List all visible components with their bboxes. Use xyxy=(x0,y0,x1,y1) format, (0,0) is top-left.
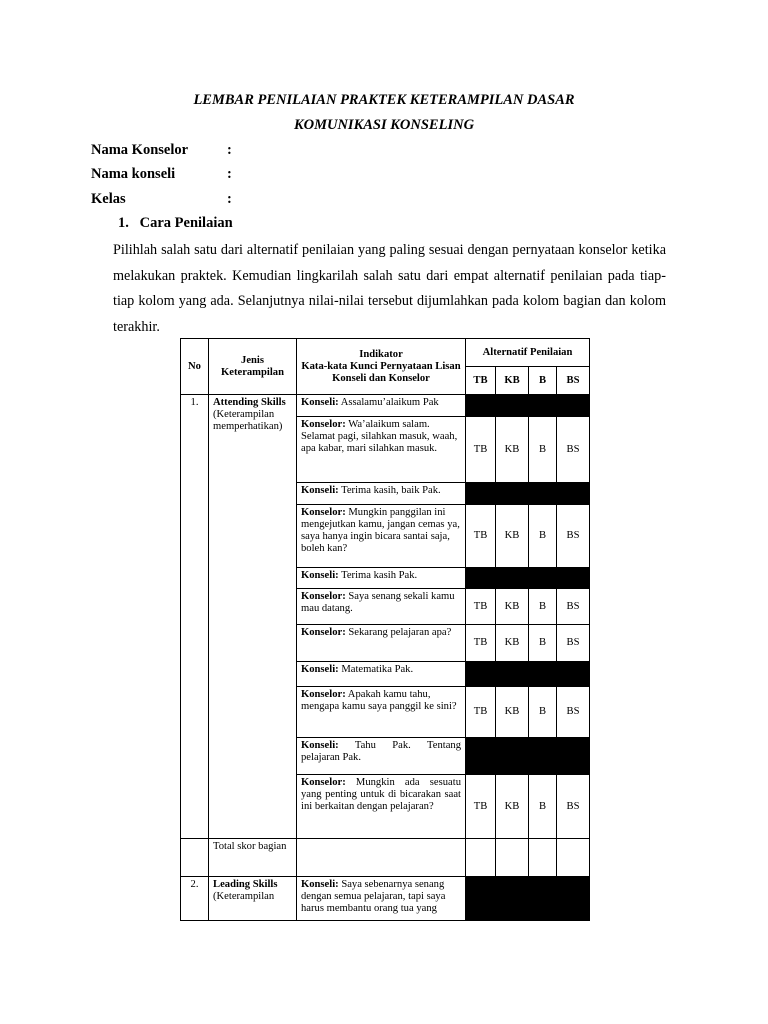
skill-cell xyxy=(209,877,297,921)
instructions-paragraph: Pilihlah salah satu dari alternatif penilaian yang paling sesuai dengan pernyataan konselor ketika melakukan praktek. Kemudian lingkarilah salah satu dari empat alternatif penilaian pada tiap-tiap kolom yang ada. Selanjutnya nilai-nilai tersebut dijumlahkan pada kolom bagian dan kolom terakhir. xyxy=(113,242,666,335)
statement-text: Wa’alaikum salam. Selamat pagi, silahkan masuk, waah, apa kabar, mari silahkan masuk. xyxy=(301,419,458,454)
statement-text: Tahu Pak. Tentang pelajaran Pak. xyxy=(301,740,461,763)
speaker-label: Konselor: xyxy=(301,627,346,638)
rating-b[interactable]: B xyxy=(529,589,557,625)
header-no: No xyxy=(181,339,209,395)
indicator-cell xyxy=(297,738,466,775)
rating-tb[interactable]: TB xyxy=(466,625,496,662)
statement-text: Saya sebenarnya senang dengan semua pelajaran, tapi saya harus membantu orang tua yang xyxy=(301,879,446,914)
rating-b[interactable]: B xyxy=(529,775,557,839)
statement-text: Sekarang pelajaran apa? xyxy=(345,627,452,638)
rating-b[interactable]: B xyxy=(529,505,557,568)
header-indikator-sub: Kata-kata Kunci Pernyataan Lisan Konseli dan Konselor xyxy=(301,360,461,384)
blacked-out-cell xyxy=(466,877,590,921)
statement-text: Terima kasih, baik Pak. xyxy=(338,485,441,496)
rating-tb[interactable]: TB xyxy=(466,589,496,625)
total-empty-cell xyxy=(297,839,466,877)
field-separator: : xyxy=(227,166,232,182)
blacked-out-cell xyxy=(466,568,590,589)
section-number: 1. xyxy=(118,215,129,231)
speaker-label: Konselor: xyxy=(301,419,346,430)
rating-bs[interactable]: BS xyxy=(557,417,590,483)
header-jenis: Jenis Keterampilan xyxy=(209,339,297,395)
indicator-cell xyxy=(297,417,466,483)
rating-bs[interactable]: BS xyxy=(557,589,590,625)
speaker-label: Konselor: xyxy=(301,777,346,788)
group-number: 1. xyxy=(181,395,209,839)
statement-text: Saya senang sekali kamu mau datang. xyxy=(301,591,455,614)
speaker-label: Konseli: xyxy=(301,740,339,751)
header-bs: BS xyxy=(557,367,590,395)
group-number: 2. xyxy=(181,877,209,921)
rating-tb[interactable]: TB xyxy=(466,417,496,483)
rating-bs[interactable]: BS xyxy=(557,775,590,839)
rating-kb[interactable]: KB xyxy=(496,775,529,839)
rating-b[interactable]: B xyxy=(529,687,557,738)
statement-text: Mungkin panggilan ini mengejutkan kamu, jangan cemas ya, saya hanya ingin bicara santai saja, boleh kan? xyxy=(301,507,460,554)
rating-tb[interactable]: TB xyxy=(466,775,496,839)
document-subtitle: KOMUNIKASI KONSELING xyxy=(293,117,475,133)
blacked-out-cell xyxy=(466,395,590,417)
header-indikator-title: Indikator xyxy=(359,348,403,360)
speaker-label: Konseli: xyxy=(301,397,339,408)
header-b: B xyxy=(529,367,557,395)
blacked-out-cell xyxy=(466,738,590,775)
total-no-cell xyxy=(181,839,209,877)
rating-bs[interactable]: BS xyxy=(557,687,590,738)
document-title: LEMBAR PENILAIAN PRAKTEK KETERAMPILAN DASAR xyxy=(193,92,575,108)
field-label: Kelas xyxy=(91,191,126,207)
rating-kb[interactable]: KB xyxy=(496,625,529,662)
speaker-label: Konseli: xyxy=(301,485,339,496)
total-b[interactable] xyxy=(529,839,557,877)
field-separator: : xyxy=(227,191,232,207)
blacked-out-cell xyxy=(466,483,590,505)
indicator-cell xyxy=(297,568,466,589)
rating-b[interactable]: B xyxy=(529,625,557,662)
speaker-label: Konseli: xyxy=(301,879,339,890)
speaker-label: Konselor: xyxy=(301,507,346,518)
speaker-label: Konselor: xyxy=(301,591,346,602)
field-label: Nama Konselor xyxy=(91,142,189,158)
total-tb[interactable] xyxy=(466,839,496,877)
section-title: Cara Penilaian xyxy=(139,215,233,231)
statement-text: Matematika Pak. xyxy=(338,664,414,675)
statement-text: Assalamu’alaikum Pak xyxy=(338,397,439,408)
total-label: Total skor bagian xyxy=(209,839,297,877)
indicator-cell xyxy=(297,483,466,505)
speaker-label: Konseli: xyxy=(301,570,339,581)
rating-kb[interactable]: KB xyxy=(496,589,529,625)
field-label: Nama konseli xyxy=(91,166,176,182)
field-nama-konseli xyxy=(91,166,232,183)
blacked-out-cell xyxy=(466,662,590,687)
field-separator: : xyxy=(227,142,232,158)
indicator-cell xyxy=(297,395,466,417)
rating-kb[interactable]: KB xyxy=(496,417,529,483)
rating-kb[interactable]: KB xyxy=(496,505,529,568)
field-kelas xyxy=(91,191,232,208)
skill-name: Leading Skills xyxy=(213,879,278,890)
indicator-cell xyxy=(297,687,466,738)
speaker-label: Konseli: xyxy=(301,664,339,675)
skill-note: (Keterampilan xyxy=(213,891,275,902)
rating-tb[interactable]: TB xyxy=(466,687,496,738)
skill-name: Attending Skills xyxy=(213,397,286,408)
statement-text: Apakah kamu tahu, mengapa kamu saya panggil ke sini? xyxy=(301,689,457,712)
indicator-cell xyxy=(297,589,466,625)
rating-bs[interactable]: BS xyxy=(557,625,590,662)
statement-text: Mungkin ada sesuatu yang penting untuk di bicarakan saat ini berkaitan dengan pelajaran? xyxy=(301,777,461,812)
speaker-label: Konselor: xyxy=(301,689,346,700)
rating-tb[interactable]: TB xyxy=(466,505,496,568)
indicator-cell xyxy=(297,625,466,662)
indicator-cell xyxy=(297,775,466,839)
skill-cell xyxy=(209,395,297,839)
rating-kb[interactable]: KB xyxy=(496,687,529,738)
total-kb[interactable] xyxy=(496,839,529,877)
total-bs[interactable] xyxy=(557,839,590,877)
field-nama-konselor xyxy=(91,142,232,159)
header-indikator xyxy=(297,339,466,395)
statement-text: Terima kasih Pak. xyxy=(338,570,418,581)
header-tb: TB xyxy=(466,367,496,395)
rating-bs[interactable]: BS xyxy=(557,505,590,568)
header-kb: KB xyxy=(496,367,529,395)
section-heading xyxy=(118,215,233,232)
assessment-table xyxy=(180,338,590,921)
indicator-cell xyxy=(297,662,466,687)
header-alternatif: Alternatif Penilaian xyxy=(466,339,590,367)
skill-note: (Keterampilan memperhatikan) xyxy=(213,409,283,432)
indicator-cell xyxy=(297,505,466,568)
indicator-cell xyxy=(297,877,466,921)
rating-b[interactable]: B xyxy=(529,417,557,483)
